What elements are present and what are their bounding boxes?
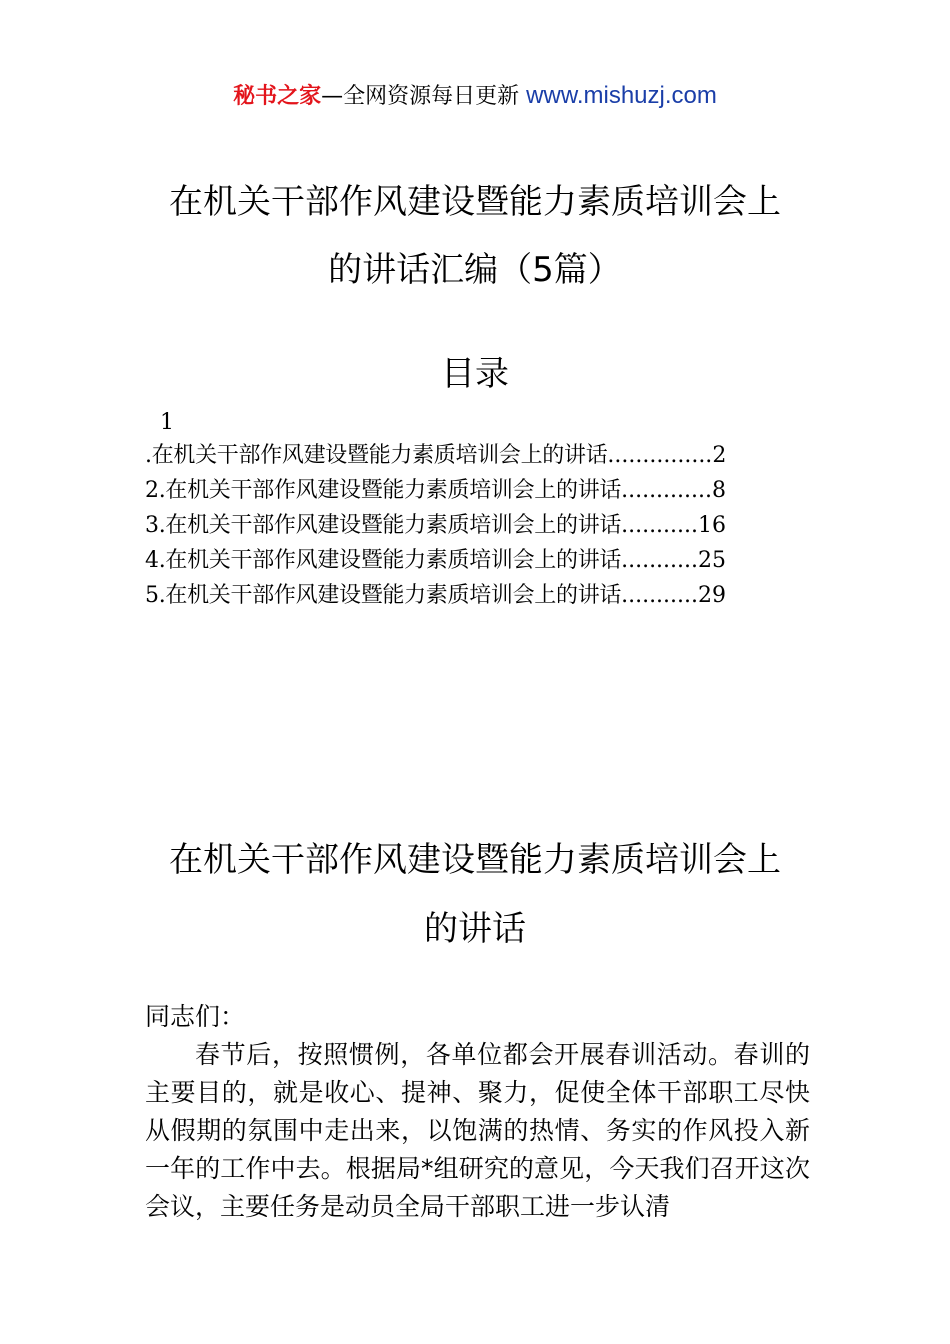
toc-entry[interactable] xyxy=(145,543,810,578)
toc-entry-page: 29 xyxy=(698,583,727,608)
toc-entry-page: 25 xyxy=(698,548,727,573)
site-header xyxy=(0,80,950,113)
toc-entry-label: 3.在机关干部作风建设暨能力素质培训会上的讲话 xyxy=(145,513,622,538)
toc-entry-page: 2 xyxy=(712,443,727,468)
toc-entry-leader: ............. xyxy=(621,478,713,503)
article-title-line1: 在机关干部作风建设暨能力素质培训会上 xyxy=(169,840,781,880)
toc-entry-leader: ............... xyxy=(607,443,713,468)
toc-entry-label: 5.在机关干部作风建设暨能力素质培训会上的讲话 xyxy=(145,583,622,608)
site-tagline: —全网资源每日更新 xyxy=(321,84,527,109)
toc-entry-leader: ........... xyxy=(621,583,699,608)
toc-first-number: 1 xyxy=(160,410,174,435)
toc-entry-page: 8 xyxy=(712,478,727,503)
cover-title-line2: 的讲话汇编（5篇） xyxy=(328,250,622,290)
article-greeting: 同志们： xyxy=(145,1002,246,1031)
toc-entry-label: 2.在机关干部作风建设暨能力素质培训会上的讲话 xyxy=(145,478,622,503)
table-of-contents xyxy=(145,408,810,613)
toc-entry[interactable] xyxy=(145,473,810,508)
toc-entry[interactable] xyxy=(145,578,810,613)
article-body xyxy=(145,998,810,1226)
article-title-line2: 的讲话 xyxy=(424,909,526,949)
site-brand: 秘书之家 xyxy=(233,84,322,109)
toc-entry[interactable] xyxy=(145,438,810,473)
article-paragraph: 春节后，按照惯例，各单位都会开展春训活动。春训的主要目的，就是收心、提神、聚力，促使全体干部职工尽快从假期的氛围中走出来，以饱满的热情、务实的作风投入新一年的工作中去。根据局*组研究的意见，今天我们召开这次会议，主要任务是动员全局干部职工进一步认清 xyxy=(145,1040,810,1221)
toc-entry-leader: ........... xyxy=(621,548,699,573)
toc-entry-label: 4.在机关干部作风建设暨能力素质培训会上的讲话 xyxy=(145,548,622,573)
toc-entry-label: .在机关干部作风建设暨能力素质培训会上的讲话 xyxy=(145,443,608,468)
cover-title-line1: 在机关干部作风建设暨能力素质培训会上 xyxy=(169,182,781,222)
toc-entry[interactable] xyxy=(145,508,810,543)
site-url-link[interactable]: www.mishuzj.com xyxy=(526,82,717,109)
toc-entry-page: 16 xyxy=(698,513,727,538)
toc-heading: 目录 xyxy=(441,354,509,394)
toc-entry-leader: ........... xyxy=(621,513,699,538)
